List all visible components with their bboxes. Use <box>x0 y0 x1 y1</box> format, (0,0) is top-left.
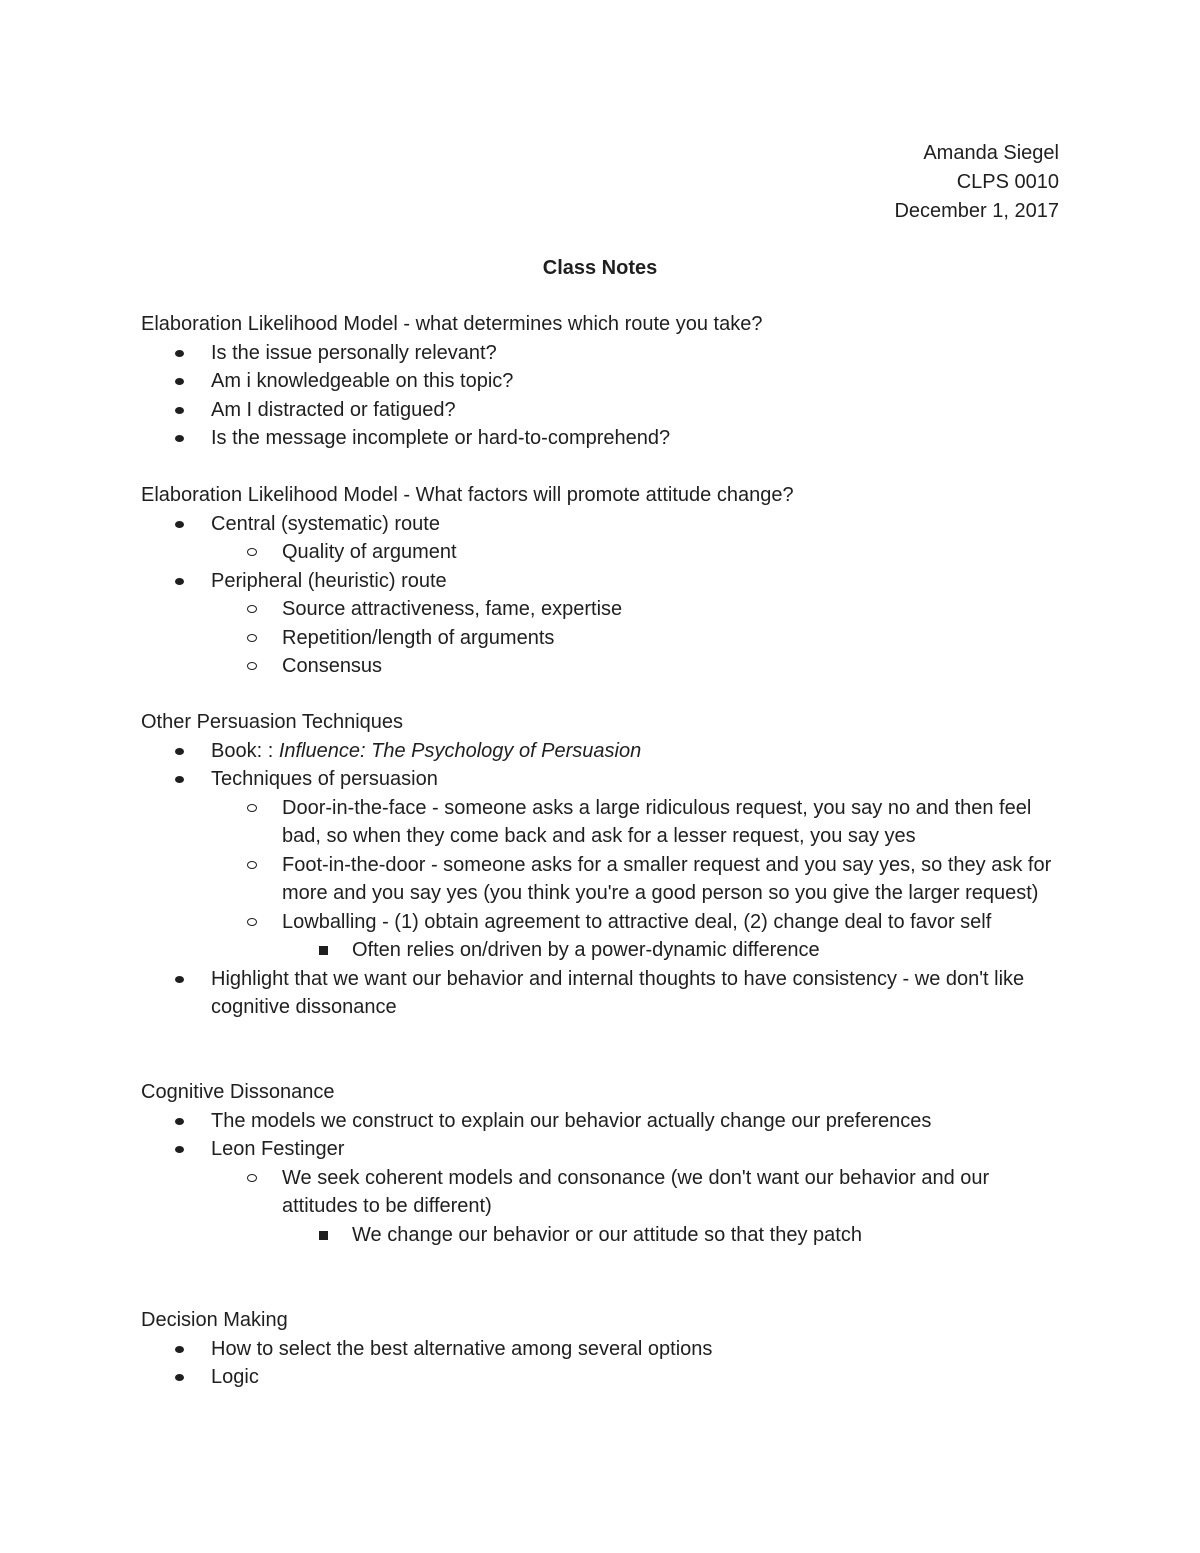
course-code: CLPS 0010 <box>956 171 1059 193</box>
list-item: Is the message incomplete or hard-to-comprehend? <box>141 424 1061 453</box>
bullet-icon <box>175 424 195 453</box>
book-title: Influence: The Psychology of Persuasion <box>278 739 642 762</box>
list-item: How to select the best alternative among several options <box>141 1335 1061 1364</box>
section-heading: Elaboration Likelihood Model - what determines which route you take? <box>141 313 763 335</box>
list-item: We seek coherent models and consonance (we don't want our behavior and our attitudes to be different) <box>141 1164 1061 1221</box>
list-item: Repetition/length of arguments <box>141 624 1061 653</box>
bullet-icon <box>175 1363 195 1392</box>
circle-bullet-icon <box>247 794 267 823</box>
list-item: Book: : Influence: The Psychology of Persuasion <box>141 737 1061 766</box>
list-item: Central (systematic) route <box>141 510 1061 539</box>
document-title: Class Notes <box>542 257 658 279</box>
list-item: Peripheral (heuristic) route <box>141 567 1061 596</box>
section-heading: Elaboration Likelihood Model - What factors will promote attitude change? <box>141 484 794 506</box>
list-item: Logic <box>141 1363 1061 1392</box>
list-item: Foot-in-the-door - someone asks for a smaller request and you say yes, so they ask for more and you say yes (you think you're a good person so you give the larger request) <box>141 851 1061 908</box>
section-elm-factors <box>141 481 1061 681</box>
list-item: Quality of argument <box>141 538 1061 567</box>
list-item: Often relies on/driven by a power-dynamic difference <box>141 936 1061 965</box>
bullet-icon <box>175 765 195 794</box>
circle-bullet-icon <box>247 595 267 624</box>
bullet-icon <box>175 339 195 368</box>
author-name: Amanda Siegel <box>923 142 1059 164</box>
section-decision-making <box>141 1306 1061 1392</box>
bullet-icon <box>175 367 195 396</box>
circle-bullet-icon <box>247 624 267 653</box>
section-persuasion <box>141 708 1061 1022</box>
circle-bullet-icon <box>247 851 267 880</box>
document-date: December 1, 2017 <box>894 200 1059 222</box>
bullet-icon <box>175 737 195 766</box>
list-item: Leon Festinger <box>141 1135 1061 1164</box>
section-cognitive-dissonance <box>141 1078 1061 1249</box>
list-item: Lowballing - (1) obtain agreement to attractive deal, (2) change deal to favor self <box>141 908 1061 937</box>
square-bullet-icon <box>317 936 337 965</box>
list-item: Is the issue personally relevant? <box>141 339 1061 368</box>
bullet-icon <box>175 510 195 539</box>
document-header <box>894 139 1059 226</box>
list-item: Highlight that we want our behavior and internal thoughts to have consistency - we don't like cognitive dissonance <box>141 965 1061 1022</box>
list-item: We change our behavior or our attitude so that they patch <box>141 1221 1061 1250</box>
list-item: Source attractiveness, fame, expertise <box>141 595 1061 624</box>
list-item: Door-in-the-face - someone asks a large ridiculous request, you say no and then feel bad, so when they come back and ask for a lesser request, you say yes <box>141 794 1061 851</box>
bullet-icon <box>175 1107 195 1136</box>
bullet-icon <box>175 1335 195 1364</box>
bullet-icon <box>175 396 195 425</box>
list-item: Am I distracted or fatigued? <box>141 396 1061 425</box>
square-bullet-icon <box>317 1221 337 1250</box>
section-heading: Cognitive Dissonance <box>141 1081 335 1103</box>
circle-bullet-icon <box>247 908 267 937</box>
bullet-icon <box>175 567 195 596</box>
list-item: Am i knowledgeable on this topic? <box>141 367 1061 396</box>
list-item: The models we construct to explain our behavior actually change our preferences <box>141 1107 1061 1136</box>
list-item: Consensus <box>141 652 1061 681</box>
list-item: Techniques of persuasion <box>141 765 1061 794</box>
section-elm-route <box>141 310 1061 453</box>
section-heading: Other Persuasion Techniques <box>141 711 404 733</box>
bullet-icon <box>175 965 195 994</box>
circle-bullet-icon <box>247 652 267 681</box>
circle-bullet-icon <box>247 538 267 567</box>
section-heading: Decision Making <box>141 1309 288 1331</box>
circle-bullet-icon <box>247 1164 267 1193</box>
bullet-icon <box>175 1135 195 1164</box>
